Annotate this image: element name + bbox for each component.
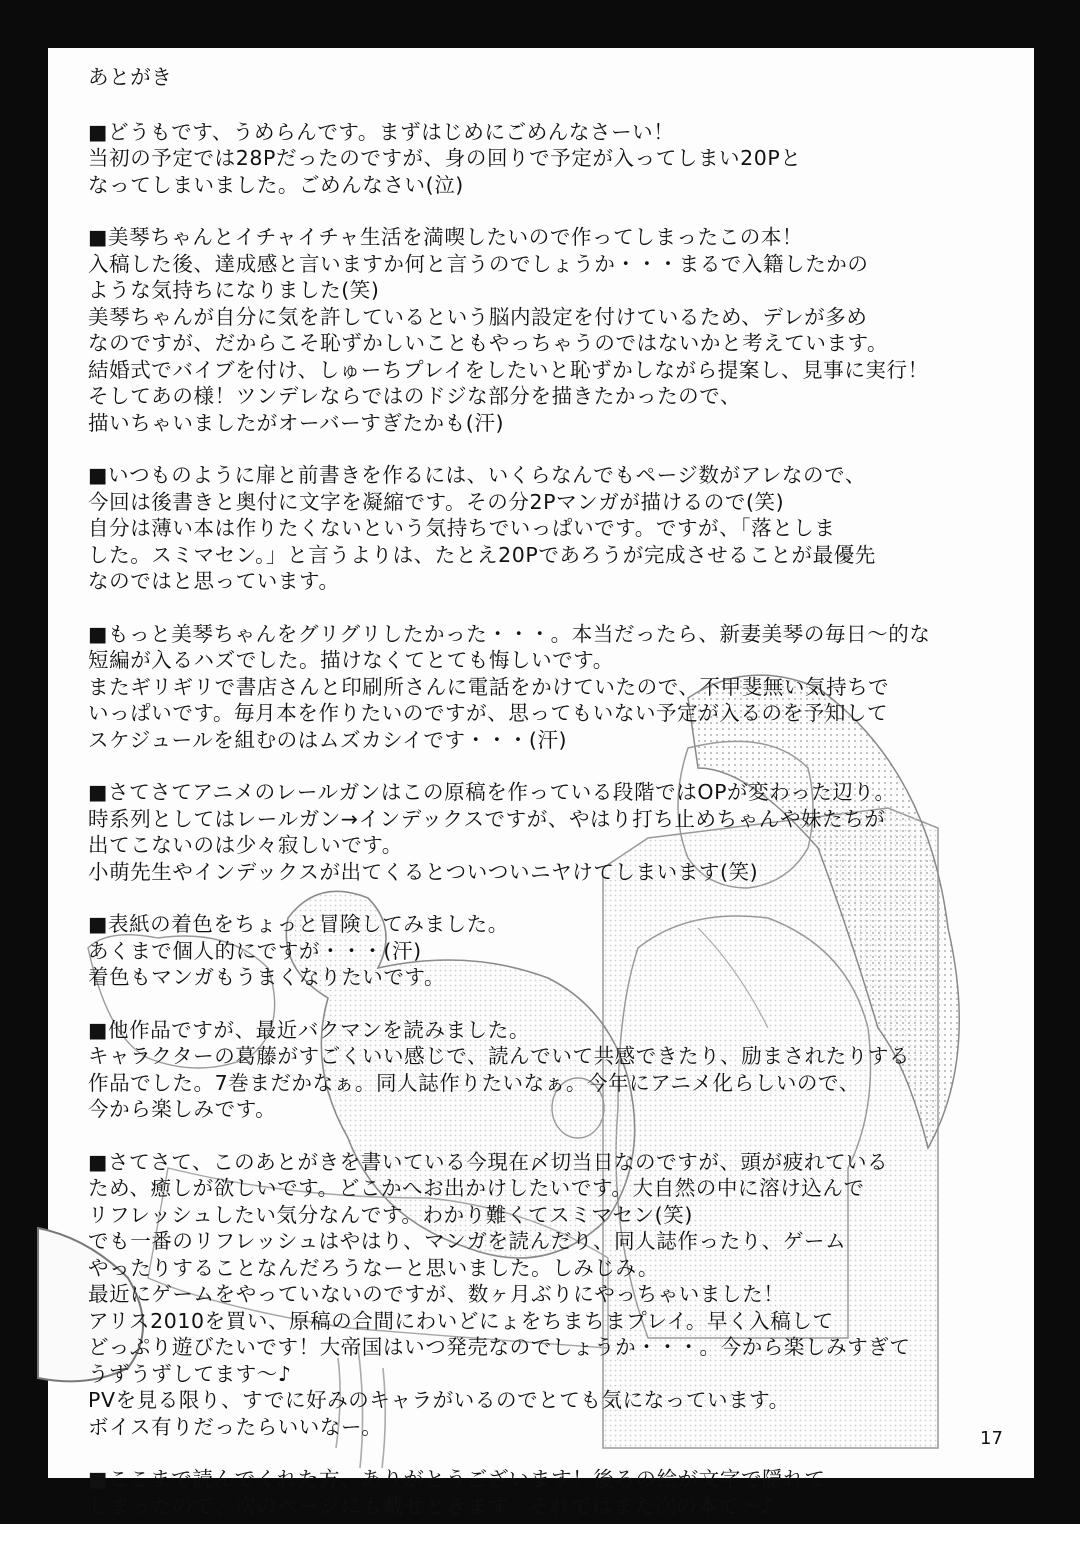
text-line: いっぱいです。毎月本を作りたいのですが、思ってもいない予定が入るのを予知して bbox=[88, 701, 889, 725]
text-line: PVを見る限り、すでに好みのキャラがいるのでとても気になっています。 bbox=[88, 1388, 790, 1412]
text-line: ■表紙の着色をちょっと冒険してみました。 bbox=[88, 912, 509, 936]
text-line: またギリギリで書店さんと印刷所さんに電話をかけていたので、不甲斐無い気持ちで bbox=[88, 674, 890, 699]
text-line: ■どうもです、うめらんです。まずはじめにごめんなさーい！ bbox=[88, 119, 675, 144]
text-line: ■美琴ちゃんとイチャイチャ生活を満喫したいので作ってしまったこの本！ bbox=[88, 225, 804, 249]
text-line: なのですが、だからこそ恥ずかしいこともやっちゃうのではないかと考えています。 bbox=[88, 331, 889, 355]
text-line: しまったので、次のページにも載せときます。それではまた次の本で〜♪ bbox=[88, 1493, 775, 1518]
page-border-top bbox=[0, 0, 1080, 48]
text-line: どっぷり遊びたいです！大帝国はいつ発売なのでしょうか・・・。今から楽しみすぎて bbox=[88, 1335, 911, 1359]
text-line: あくまで個人的にですが・・・(汗) bbox=[88, 938, 422, 963]
afterword-text bbox=[88, 64, 1018, 1545]
text-line: 描いちゃいましたがオーバーすぎたかも(汗) bbox=[88, 410, 505, 435]
text-line: 今から楽しみです。 bbox=[88, 1097, 277, 1121]
paragraph-1 bbox=[88, 119, 1018, 199]
text-line: ■他作品ですが、最近バクマンを読みました。 bbox=[88, 1017, 530, 1042]
text-line: 当初の予定では28Pだったのですが、身の回りで予定が入ってしまい20Pと bbox=[88, 146, 802, 170]
text-line: アリス2010を買い、原稿の合間にわいどにょをちまちまプレイ。早く入稿して bbox=[88, 1308, 834, 1333]
text-line: スケジュールを組むのはムズカシイです・・・(汗) bbox=[88, 727, 568, 752]
text-line: ボイス有りだったらいいなー。 bbox=[88, 1414, 383, 1439]
text-line: 作品でした。7巻まだかなぁ。同人誌作りたいなぁ。今年にアニメ化らしいので、 bbox=[88, 1070, 860, 1095]
text-line: 出てこないのは少々寂しいです。 bbox=[88, 833, 403, 857]
text-line: 美琴ちゃんが自分に気を許しているという脳内設定を付けているため、デレが多め bbox=[88, 304, 868, 329]
text-line: 入稿した後、達成感と言いますか何と言うのでしょうか・・・まるで入籍したかの bbox=[88, 251, 869, 276]
text-line: うずうずしてます〜♪ bbox=[88, 1361, 292, 1386]
text-line: 着色もマンガもうまくなりたいです。 bbox=[88, 965, 446, 989]
text-line: ■さてさて、このあとがきを書いている今現在〆切当日なのですが、頭が疲れている bbox=[88, 1149, 889, 1174]
text-line: ■ここまで読んでくれた方、ありがとうございます！後ろの絵が文字で隠れて bbox=[88, 1467, 826, 1491]
text-line: そしてあの様！ツンデレならではのドジな部分を描きたかったので、 bbox=[88, 384, 742, 408]
text-line: 自分は薄い本は作りたくないという気持ちでいっぱいです。ですが、「落としま bbox=[88, 516, 836, 540]
page-border-right bbox=[1034, 0, 1080, 1524]
text-line: 時系列としてはレールガン→インデックスですが、やはり打ち止めちゃんや妹たちが bbox=[88, 806, 886, 831]
paragraph-5 bbox=[88, 779, 1018, 885]
paragraph-9 bbox=[88, 1466, 1018, 1519]
text-line: ような気持ちになりました(笑) bbox=[88, 278, 380, 302]
page-number: 17 bbox=[980, 1428, 1003, 1449]
text-line: 今回は後書きと奥付に文字を凝縮です。その分2Pマンガが描けるので(笑) bbox=[88, 489, 785, 514]
text-line: した。スミマセン。」と言うよりは、たとえ20Pであろうが完成させることが最優先 bbox=[88, 542, 876, 567]
text-line: キャラクターの葛藤がすごくいい感じで、読んでいて共感できたり、励まされたりする bbox=[88, 1044, 911, 1068]
text-line: 小萌先生やインデックスが出てくるとついついニヤけてしまいます(笑) bbox=[88, 859, 759, 884]
paragraph-7 bbox=[88, 1017, 1018, 1123]
paragraph-2 bbox=[88, 224, 1018, 436]
text-line: ため、癒しが欲しいです。どこかへお出かけしたいです。大自然の中に溶け込んで bbox=[88, 1176, 865, 1200]
text-line: でも一番のリフレッシュはやはり、マンガを読んだり、同人誌作ったり、ゲーム bbox=[88, 1229, 847, 1253]
text-line: やったりすることなんだろうなーと思いました。しみじみ。 bbox=[88, 1255, 659, 1280]
afterword-heading: あとがき bbox=[88, 65, 173, 89]
text-line: 短編が入るハズでした。描けなくてとても悔しいです。 bbox=[88, 648, 614, 672]
text-line: ■もっと美琴ちゃんをグリグリしたかった・・・。本当だったら、新妻美琴の毎日〜的な bbox=[88, 621, 931, 646]
text-line: リフレッシュしたい気分なんです。わかり難くてスミマセン(笑) bbox=[88, 1202, 693, 1227]
paragraph-6 bbox=[88, 911, 1018, 991]
paragraph-3 bbox=[88, 462, 1018, 595]
text-line: 最近にゲームをやっていないのですが、数ヶ月ぶりにやっちゃいました！ bbox=[88, 1282, 785, 1306]
paragraph-8 bbox=[88, 1149, 1018, 1441]
text-line: なってしまいました。ごめんなさい(泣) bbox=[88, 172, 464, 197]
text-line: なのではと思っています。 bbox=[88, 569, 340, 593]
text-line: ■さてさてアニメのレールガンはこの原稿を作っている段階ではOPが変わった辺り。 bbox=[88, 780, 896, 804]
paragraph-4 bbox=[88, 621, 1018, 754]
text-line: 結婚式でバイブを付け、しゅーちプレイをしたいと恥ずかしながら提案し、見事に実行！ bbox=[88, 357, 929, 382]
page-content bbox=[48, 48, 1034, 1518]
text-line: ■いつものように扉と前書きを作るには、いくらなんでもページ数がアレなので、 bbox=[88, 463, 866, 487]
